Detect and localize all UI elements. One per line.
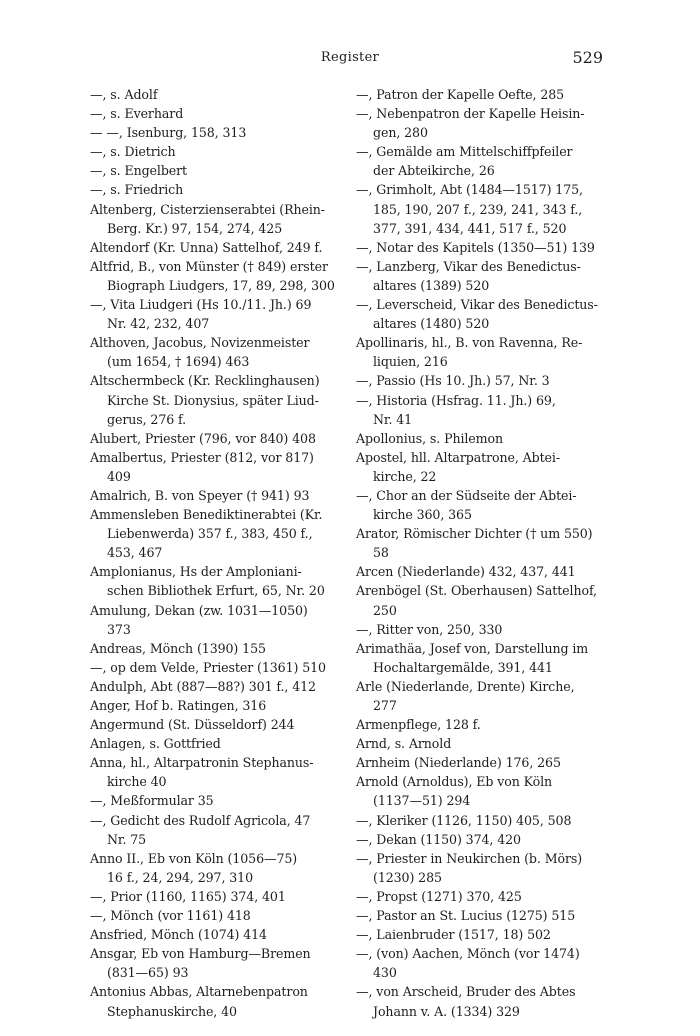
index-entry: —, Vita Liudgeri (Hs 10./11. Jh.) 69 Nr. 42, 232, 407 [90, 297, 312, 332]
index-entry: —, Notar des Kapitels (1350—51) 139 [356, 239, 595, 255]
index-entry: —, Passio (Hs 10. Jh.) 57, Nr. 3 [356, 373, 550, 389]
index-entry: —, op dem Velde, Priester (1361) 510 [90, 659, 326, 675]
index-entry: Altschermbeck (Kr. Recklinghausen) Kirche St. Dionysius, später Liud- gerus, 276 f. [90, 373, 320, 427]
index-entry: Apollonius, s. Philemon [356, 430, 503, 446]
index-entry: Arle (Niederlande, Drente) Kirche, 277 [356, 678, 575, 713]
index-entry: —, (von) Aachen, Mönch (vor 1474) 430 [356, 946, 580, 981]
index-column-left [90, 85, 352, 1021]
index-entry: Arimathäa, Josef von, Darstellung im Hochaltargemälde, 391, 441 [356, 640, 589, 675]
index-entry: —, Propst (1271) 370, 425 [356, 888, 522, 904]
index-entry: Anno II., Eb von Köln (1056—75) 16 f., 24, 294, 297, 310 [90, 850, 298, 885]
index-entry: Amulung, Dekan (zw. 1031—1050) 373 [90, 602, 308, 637]
index-entry: —, Leverscheid, Vikar des Benedictus- altares (1480) 520 [356, 297, 598, 332]
index-entry: —, s. Adolf [90, 87, 158, 102]
index-entry: Arator, Römischer Dichter († um 550) 58 [356, 526, 593, 561]
page-number: 529 [572, 48, 603, 67]
index-entry: Andreas, Mönch (1390) 155 [90, 640, 266, 656]
index-entry: —, Meßformular 35 [90, 793, 214, 809]
index-entry: —, Priester in Neukirchen (b. Mörs) (1230) 285 [356, 850, 583, 885]
index-entry: Antonius Abbas, Altarnebenpatron Stephanuskirche, 40 [90, 984, 308, 1019]
index-entry: — —, Isenburg, 158, 313 [90, 125, 247, 141]
index-entry: Ammensleben Benediktinerabtei (Kr. Liebenwerda) 357 f., 383, 450 f., 453, 467 [90, 507, 323, 561]
index-entry: —, Gedicht des Rudolf Agricola, 47 Nr. 75 [90, 812, 311, 847]
index-entry: Althoven, Jacobus, Novizenmeister (um 1654, † 1694) 463 [90, 335, 310, 370]
index-entry: Apollinaris, hl., B. von Ravenna, Re- liquien, 216 [356, 335, 583, 370]
index-entry: Amplonianus, Hs der Amploniani- schen Bibliothek Erfurt, 65, Nr. 20 [90, 564, 325, 599]
index-entry: Armenpflege, 128 f. [356, 717, 481, 733]
index-entry: Apostel, hll. Altarpatrone, Abtei- kirche, 22 [356, 449, 560, 484]
index-entry: —, Grimholt, Abt (1484—1517) 175, 185, 190, 207 f., 239, 241, 343 f., 377, 391, 434, 441, 517 f., 520 [356, 182, 583, 236]
index-entry: —, Nebenpatron der Kapelle Heisin- gen, 280 [356, 106, 585, 141]
index-entry: Arnheim (Niederlande) 176, 265 [356, 755, 561, 771]
index-entry: Anna, hl., Altarpatronin Stephanus- kirche 40 [90, 755, 314, 790]
index-entry: Altendorf (Kr. Unna) Sattelhof, 249 f. [90, 239, 323, 255]
index-entry: —, Dekan (1150) 374, 420 [356, 831, 521, 847]
index-entry: —, Pastor an St. Lucius (1275) 515 [356, 908, 576, 924]
index-entry: —, s. Engelbert [90, 163, 188, 179]
index-entry: —, Lanzberg, Vikar des Benedictus- altares (1389) 520 [356, 258, 581, 293]
index-entry: Altenberg, Cisterzienserabtei (Rhein- Berg. Kr.) 97, 154, 274, 425 [90, 201, 325, 236]
index-entry: —, s. Friedrich [90, 182, 184, 198]
index-entry: —, Mönch (vor 1161) 418 [90, 908, 251, 924]
running-head [0, 48, 700, 72]
index-entry: Arnd, s. Arnold [356, 736, 452, 752]
index-entry: Anger, Hof b. Ratingen, 316 [90, 698, 267, 713]
index-entry: Arcen (Niederlande) 432, 437, 441 [356, 564, 576, 580]
index-entry: —, Laienbruder (1517, 18) 502 [356, 927, 551, 943]
index-entry: Amalrich, B. von Speyer († 941) 93 [90, 487, 310, 503]
index-entry: —, Chor an der Südseite der Abtei- kirche 360, 365 [356, 487, 577, 523]
index-entry: Alubert, Priester (796, vor 840) 408 [90, 430, 316, 446]
index-entry: Altfrid, B., von Münster († 849) erster Biograph Liudgers, 17, 89, 298, 300 [90, 258, 335, 293]
index-entry: Ansfried, Mönch (1074) 414 [90, 927, 267, 943]
index-entry: —, von Arscheid, Bruder des Abtes Johann v. A. (1334) 329 [356, 984, 576, 1019]
index-entry: Angermund (St. Düsseldorf) 244 [90, 717, 295, 733]
index-entry: —, Ritter von, 250, 330 [356, 621, 503, 637]
index-entry: —, s. Everhard [90, 106, 184, 122]
index-entry: Amalbertus, Priester (812, vor 817) 409 [90, 449, 314, 484]
index-entry: —, Patron der Kapelle Oefte, 285 [356, 87, 565, 102]
index-entry: —, Gemälde am Mittelschiffpfeiler der Abteikirche, 26 [356, 144, 573, 179]
index-entry: Ansgar, Eb von Hamburg—Bremen (831—65) 93 [90, 946, 311, 981]
index-entry: —, Historia (Hsfrag. 11. Jh.) 69, Nr. 41 [356, 392, 556, 427]
running-title: Register [320, 50, 380, 65]
index-entry: —, Kleriker (1126, 1150) 405, 508 [356, 812, 572, 828]
index-column-right [356, 85, 600, 1021]
index-entry: Andulph, Abt (887—88?) 301 f., 412 [90, 678, 316, 694]
index-entry: Arenbögel (St. Oberhausen) Sattelhof, 250 [356, 583, 597, 618]
index-entry: —, s. Dietrich [90, 144, 176, 160]
index-entry: Anlagen, s. Gottfried [90, 736, 221, 752]
index-entry: Arnold (Arnoldus), Eb von Köln (1137—51) 294 [356, 774, 553, 809]
index-entry: —, Prior (1160, 1165) 374, 401 [90, 888, 286, 904]
